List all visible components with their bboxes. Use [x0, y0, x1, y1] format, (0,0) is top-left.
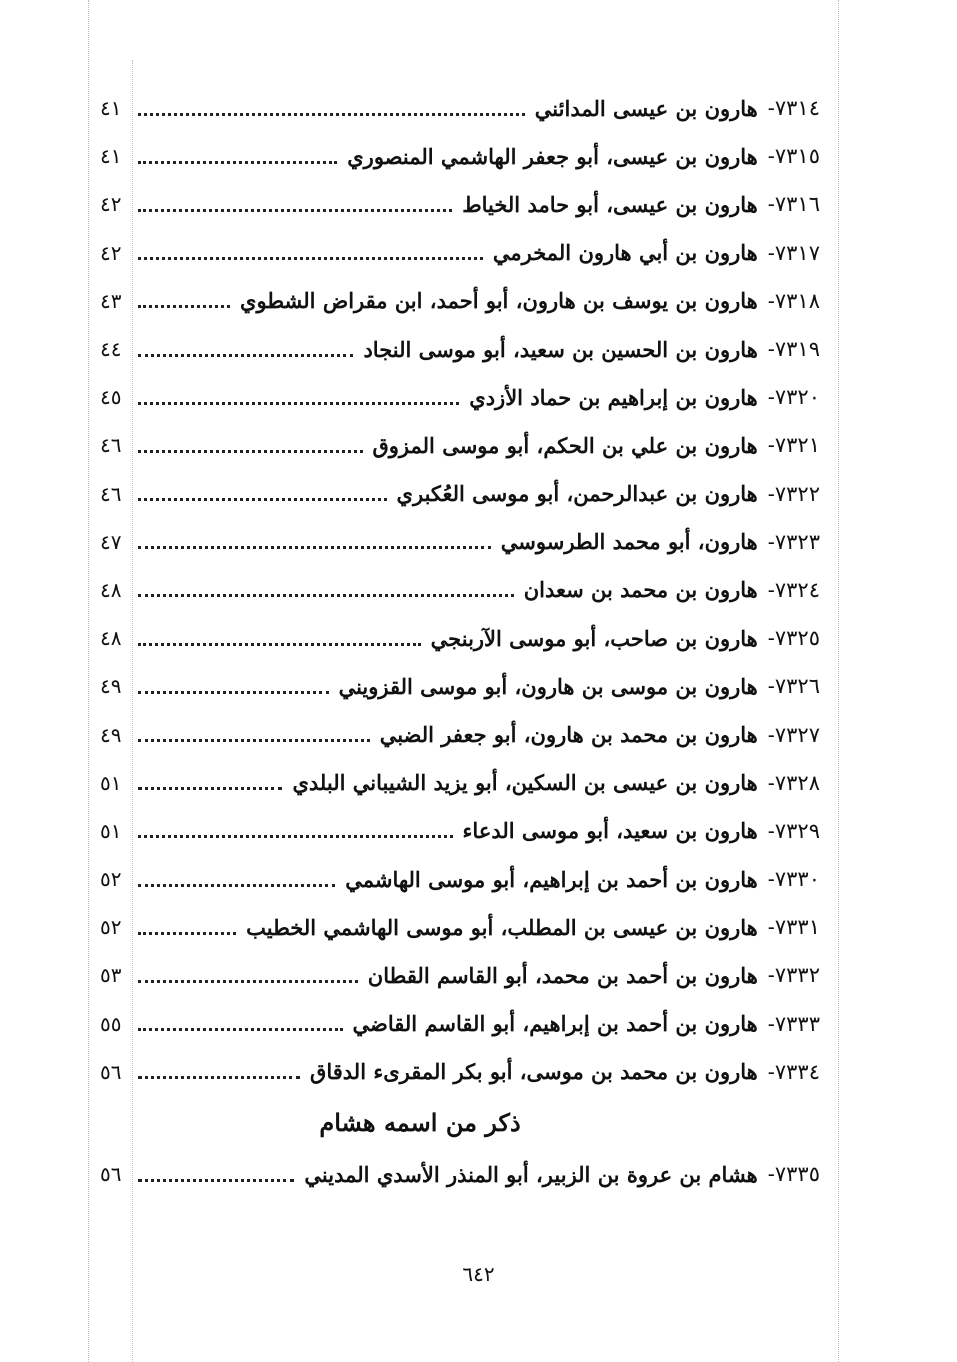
entry-page-number: ٥٦ [100, 1162, 122, 1187]
entry-title: هارون بن أحمد بن محمد، أبو القاسم القطان [367, 962, 758, 988]
toc-entry [100, 180, 820, 228]
entry-page-number: ٤٢ [100, 240, 122, 265]
toc-entry [100, 614, 820, 662]
dot-leader [138, 884, 335, 887]
entry-page-number: ٤٦ [100, 433, 122, 458]
table-of-contents [100, 84, 820, 1198]
entry-page-number: ٤٢ [100, 192, 122, 217]
entry-page-number: ٤٦ [100, 481, 122, 506]
section-heading: ذكر من اسمه هشام [319, 1108, 521, 1138]
entry-number: ٧٣٢٣- [767, 529, 820, 554]
entry-title: هارون بن أحمد بن إبراهيم، أبو القاسم القاضي [352, 1011, 758, 1037]
toc-entry [100, 229, 820, 277]
entry-number: ٧٣٢٨- [767, 770, 820, 795]
dot-leader [138, 643, 421, 646]
entry-number: ٧٣٢٧- [767, 722, 820, 747]
entry-page-number: ٥٥ [100, 1011, 122, 1036]
scan-artifact-line [838, 0, 839, 1362]
entry-title: هارون بن محمد بن هارون، أبو جعفر الضبي [379, 722, 758, 748]
entry-page-number: ٤٤ [100, 337, 122, 362]
entry-number: ٧٣٣٣- [767, 1011, 820, 1036]
dot-leader [138, 691, 329, 694]
entry-page-number: ٥٣ [100, 963, 122, 988]
entry-page-number: ٤٩ [100, 674, 122, 699]
entry-number: ٧٣٢٩- [767, 818, 820, 843]
entry-title: هارون بن عيسى بن المطلب، أبو موسى الهاشمي الخطيب [246, 914, 758, 940]
entry-page-number: ٥٢ [100, 915, 122, 940]
toc-entry [100, 277, 820, 325]
entry-number: ٧٣١٨- [767, 288, 820, 313]
entry-title: هارون بن صاحب، أبو موسى الآربنجي [430, 625, 758, 651]
entry-title: هارون بن يوسف بن هارون، أبو أحمد، ابن مقراض الشطوي [240, 288, 758, 314]
entry-title: هارون بن أبي هارون المخرمي [492, 240, 758, 266]
entry-number: ٧٣٢٢- [767, 481, 820, 506]
entry-number: ٧٣٢٤- [767, 577, 820, 602]
dot-leader [138, 739, 370, 742]
toc-entry [100, 1150, 820, 1198]
entry-number: ٧٣١٩- [767, 337, 820, 362]
entry-page-number: ٤٥ [100, 385, 122, 410]
entry-number: ٧٣١٤- [767, 96, 820, 121]
entry-title: هارون بن موسى بن هارون، أبو موسى القزويني [338, 673, 758, 699]
toc-entry [100, 132, 820, 180]
entry-page-number: ٤٨ [100, 626, 122, 651]
toc-entry [100, 1048, 820, 1096]
entry-number: ٧٣١٧- [767, 240, 820, 265]
toc-entry [100, 470, 820, 518]
entry-number: ٧٣٢٥- [767, 626, 820, 651]
entry-page-number: ٤٣ [100, 288, 122, 313]
entries-group-hisham [100, 1150, 820, 1198]
dot-leader [138, 1179, 294, 1182]
entry-title: هارون بن محمد بن سعدان [523, 577, 758, 603]
entry-page-number: ٥١ [100, 770, 122, 795]
entry-title: هارون بن عبدالرحمن، أبو موسى العُكبري [396, 481, 758, 507]
dot-leader [138, 257, 483, 260]
entry-title: هارون بن محمد بن موسى، أبو بكر المقرىء الدقاق [310, 1059, 758, 1085]
toc-entry [100, 518, 820, 566]
dot-leader [138, 113, 525, 116]
entry-number: ٧٣١٦- [767, 192, 820, 217]
entry-number: ٧٣٣٤- [767, 1059, 820, 1084]
dot-leader [138, 450, 363, 453]
dot-leader [138, 787, 282, 790]
entry-number: ٧٣٣٢- [767, 963, 820, 988]
entry-title: هارون بن عيسى، أبو حامد الخياط [462, 191, 758, 217]
toc-entry [100, 903, 820, 951]
entry-number: ٧٣٢١- [767, 433, 820, 458]
page-number: ٦٤٢ [462, 1262, 495, 1286]
entry-title: هارون بن الحسين بن سعيد، أبو موسى النجاد [363, 336, 758, 362]
toc-entry [100, 807, 820, 855]
toc-entry [100, 710, 820, 758]
entry-title: هارون بن سعيد، أبو موسى الدعاء [462, 818, 758, 844]
dot-leader [138, 594, 514, 597]
entry-number: ٧٣٣١- [767, 915, 820, 940]
entry-page-number: ٥١ [100, 818, 122, 843]
entry-page-number: ٥٢ [100, 867, 122, 892]
entry-number: ٧٣٢٦- [767, 674, 820, 699]
dot-leader [138, 980, 358, 983]
dot-leader [138, 1028, 343, 1031]
toc-entry [100, 325, 820, 373]
dot-leader [138, 305, 230, 308]
entry-number: ٧٣٣٠- [767, 867, 820, 892]
toc-entry [100, 84, 820, 132]
entry-page-number: ٤١ [100, 144, 122, 169]
entry-title: هارون بن عيسى بن السكين، أبو يزيد الشيباني البلدي [292, 770, 758, 796]
toc-entry [100, 662, 820, 710]
entry-number: ٧٣٣٥- [767, 1162, 820, 1187]
entry-title: هارون بن عيسى، أبو جعفر الهاشمي المنصوري [347, 143, 758, 169]
entry-number: ٧٣١٥- [767, 144, 820, 169]
entry-page-number: ٥٦ [100, 1059, 122, 1084]
dot-leader [138, 354, 353, 357]
entry-title: هارون بن إبراهيم بن حماد الأزدي [469, 384, 758, 410]
entry-title: هارون بن عيسى المدائني [534, 95, 758, 121]
toc-entry [100, 951, 820, 999]
entry-page-number: ٤٩ [100, 722, 122, 747]
toc-entry [100, 1000, 820, 1048]
toc-entry [100, 566, 820, 614]
dot-leader [138, 161, 337, 164]
entry-page-number: ٤١ [100, 96, 122, 121]
dot-leader [138, 498, 387, 501]
entry-page-number: ٤٨ [100, 577, 122, 602]
entry-title: هشام بن عروة بن الزبير، أبو المنذر الأسدي المديني [304, 1161, 758, 1187]
toc-entry [100, 855, 820, 903]
dot-leader [138, 546, 491, 549]
dot-leader [138, 1076, 300, 1079]
toc-entry [100, 759, 820, 807]
scan-artifact-line [88, 0, 89, 1362]
dot-leader [138, 209, 452, 212]
toc-entry [100, 421, 820, 469]
entry-number: ٧٣٢٠- [767, 385, 820, 410]
entry-title: هارون بن أحمد بن إبراهيم، أبو موسى الهاشمي [345, 866, 758, 892]
entry-title: هارون، أبو محمد الطرسوسي [500, 529, 758, 555]
entry-title: هارون بن علي بن الحكم، أبو موسى المزوق [372, 432, 758, 458]
toc-entry [100, 373, 820, 421]
dot-leader [138, 402, 459, 405]
dot-leader [138, 932, 236, 935]
entry-page-number: ٤٧ [100, 529, 122, 554]
dot-leader [138, 835, 453, 838]
entries-group-harun [100, 84, 820, 1096]
